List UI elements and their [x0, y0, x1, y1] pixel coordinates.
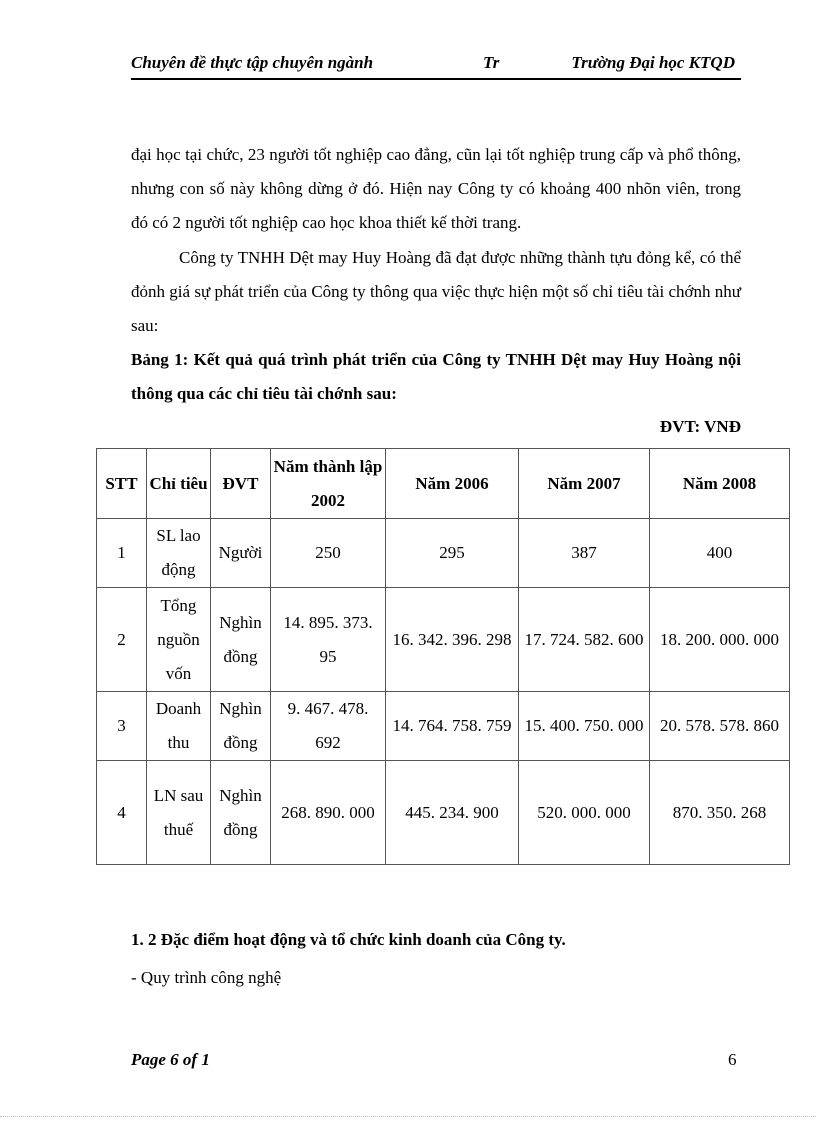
unit-label: ĐVT: VNĐ — [659, 417, 741, 436]
page-header — [131, 50, 741, 80]
table-header-row — [97, 449, 790, 519]
cell-2007: 17. 724. 582. 600 — [519, 588, 650, 692]
page-bottom-divider — [0, 1116, 816, 1117]
cell-2007: 520. 000. 000 — [519, 761, 650, 865]
cell-unit: Nghìn đồng — [211, 692, 271, 761]
table-row — [97, 519, 790, 588]
table-row — [97, 588, 790, 692]
bullet-item: - Quy trình công nghệ — [131, 968, 282, 987]
header-right-title: Trường Đại học KTQD — [571, 53, 735, 72]
cell-2002: 268. 890. 000 — [271, 761, 386, 865]
cell-2006: 14. 764. 758. 759 — [386, 692, 519, 761]
cell-2006: 295 — [386, 519, 519, 588]
cell-2006: 16. 342. 396. 298 — [386, 588, 519, 692]
cell-unit: Nghìn đồng — [211, 588, 271, 692]
cell-indicator: LN sau thuế — [147, 761, 211, 865]
header-left-title: Chuyên đề thực tập chuyên ngành — [131, 53, 374, 72]
cell-2008: 400 — [650, 519, 790, 588]
cell-2002: 14. 895. 373. 95 — [271, 588, 386, 692]
header-year-2008: Năm 2008 — [650, 449, 790, 519]
cell-indicator: Tổng nguồn vốn — [147, 588, 211, 692]
paragraph-2: Công ty TNHH Dệt may Huy Hoàng đã đạt được những thành tựu đỏng kể, có thể đỏnh giá sự phát triển của Công ty thông qua việc thực hiện một số chỉ tiêu tài chớnh như sau: — [131, 248, 741, 335]
cell-stt: 1 — [97, 519, 147, 588]
cell-2002: 250 — [271, 519, 386, 588]
header-unit: ĐVT — [211, 449, 271, 519]
financial-table — [96, 448, 790, 865]
section-heading: 1. 2 Đặc điểm hoạt động và tổ chức kinh doanh của Công ty. — [131, 930, 566, 949]
table-caption: Bảng 1: Kết quả quá trình phát triển của Công ty TNHH Dệt may Huy Hoàng nội thông qua các chỉ tiêu tài chớnh sau: — [131, 350, 741, 403]
footer-page-number: 6 — [728, 1050, 737, 1069]
cell-2007: 387 — [519, 519, 650, 588]
cell-2007: 15. 400. 750. 000 — [519, 692, 650, 761]
header-year-2007: Năm 2007 — [519, 449, 650, 519]
table-row — [97, 761, 790, 865]
cell-unit: Người — [211, 519, 271, 588]
cell-stt: 4 — [97, 761, 147, 865]
cell-2008: 20. 578. 578. 860 — [650, 692, 790, 761]
header-indicator: Chỉ tiêu — [147, 449, 211, 519]
header-year-2002: Năm thành lập 2002 — [271, 449, 386, 519]
cell-stt: 3 — [97, 692, 147, 761]
table-row — [97, 692, 790, 761]
cell-indicator: Doanh thu — [147, 692, 211, 761]
header-middle-text: Tr — [483, 53, 500, 72]
cell-indicator: SL lao động — [147, 519, 211, 588]
cell-2002: 9. 467. 478. 692 — [271, 692, 386, 761]
cell-stt: 2 — [97, 588, 147, 692]
header-stt: STT — [97, 449, 147, 519]
cell-2006: 445. 234. 900 — [386, 761, 519, 865]
paragraph-1: đại học tại chức, 23 người tốt nghiệp cao đẳng, cũn lại tốt nghiệp trung cấp và phổ thông, nhưng con số này không dừng ở đó. Hiện nay Công ty có khoảng 400 nhõn viên, trong đó có 2 người tốt nghiệp cao học khoa thiết kế thời trang. — [131, 145, 741, 232]
cell-2008: 18. 200. 000. 000 — [650, 588, 790, 692]
header-year-2006: Năm 2006 — [386, 449, 519, 519]
footer-page-label: Page 6 of 1 — [131, 1050, 210, 1069]
cell-unit: Nghìn đồng — [211, 761, 271, 865]
cell-2008: 870. 350. 268 — [650, 761, 790, 865]
